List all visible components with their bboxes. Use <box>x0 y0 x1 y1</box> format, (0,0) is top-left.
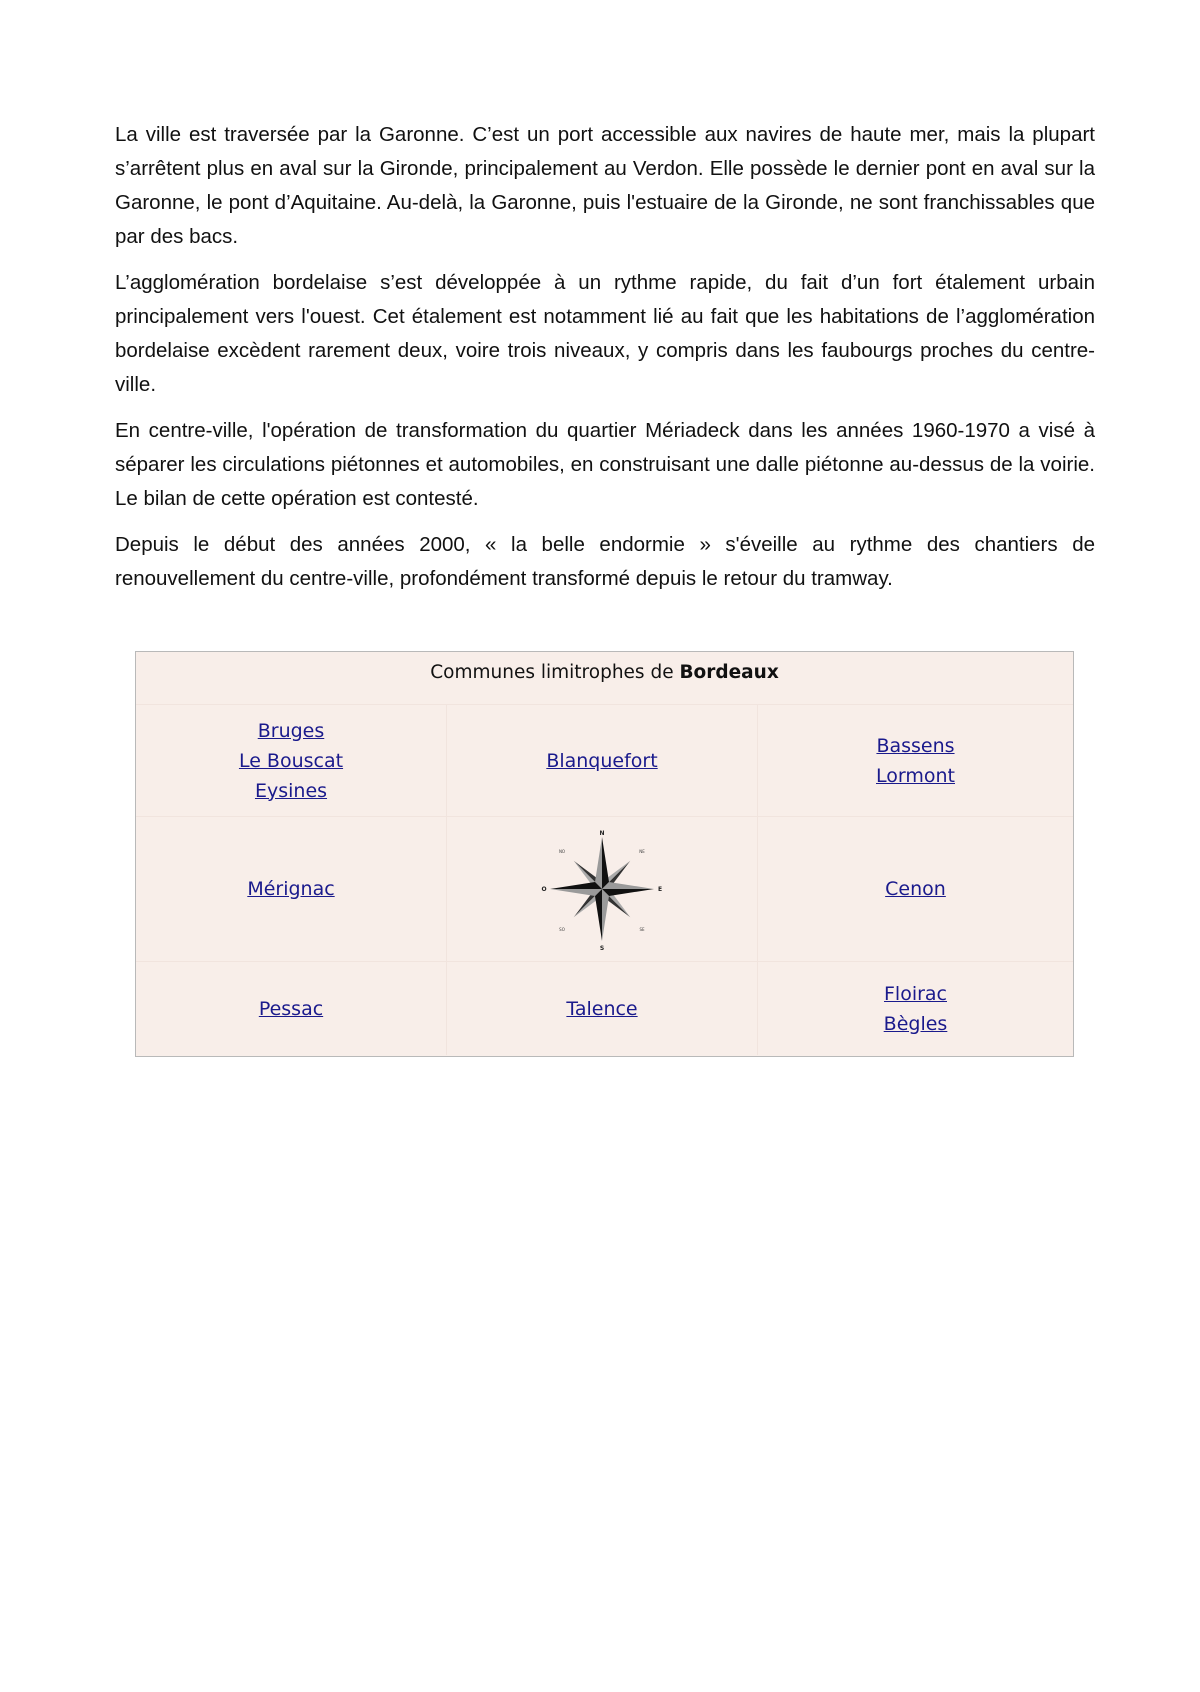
cell-southeast <box>757 961 1073 1055</box>
caption-city: Bordeaux <box>679 662 779 683</box>
commune-link[interactable]: Bègles <box>883 1012 948 1035</box>
compass-label-w: O <box>541 886 547 893</box>
paragraph: L’agglomération bordelaise s’est développée à un rythme rapide, du fait d’un fort étalement urbain principalement vers l'ouest. Cet étalement est notamment lié au fait que les habitations de l’agglomération bordelaise excèdent rarement deux, voire trois niveaux, y compris dans les faubourgs proches du centre-ville. <box>115 271 1095 396</box>
compass-label-sw: SO <box>559 927 565 932</box>
commune-link[interactable]: Blanquefort <box>546 749 658 772</box>
commune-link[interactable]: Le Bouscat <box>238 749 344 772</box>
commune-link[interactable]: Pessac <box>258 997 324 1020</box>
neighboring-communes-table <box>135 651 1074 1057</box>
commune-link[interactable]: Cenon <box>885 878 946 900</box>
caption-prefix: Communes limitrophes de <box>430 662 680 683</box>
table-caption <box>136 652 1073 704</box>
compass-rose-icon <box>537 824 667 954</box>
compass-label-se: SE <box>639 927 645 932</box>
commune-link[interactable]: Mérignac <box>247 878 335 900</box>
compass-label-nw: NO <box>558 849 566 854</box>
commune-link[interactable]: Bruges <box>257 719 325 742</box>
cell-northeast <box>757 704 1073 816</box>
article-body <box>115 118 1095 608</box>
compass-label-n: N <box>599 830 605 837</box>
commune-link[interactable]: Talence <box>566 997 638 1020</box>
commune-link[interactable]: Lormont <box>876 764 955 787</box>
compass-label-s: S <box>599 945 605 952</box>
cell-north <box>446 704 757 816</box>
compass-label-ne: NE <box>639 849 645 854</box>
cell-center <box>446 816 757 961</box>
commune-link[interactable]: Bassens <box>876 734 955 757</box>
cell-east <box>757 816 1073 961</box>
paragraph: Depuis le début des années 2000, « la belle endormie » s'éveille au rythme des chantiers de renouvellement du centre-ville, profondément transformé depuis le retour du tramway. <box>115 533 1095 590</box>
compass-grid <box>136 704 1073 1055</box>
compass-label-e: E <box>657 886 663 893</box>
paragraph: La ville est traversée par la Garonne. C’est un port accessible aux navires de haute mer, mais la plupart s’arrêtent plus en aval sur la Gironde, principalement au Verdon. Elle possède le dernier pont en aval sur la Garonne, le pont d’Aquitaine. Au-delà, la Garonne, puis l'estuaire de la Gironde, ne sont franchissables que par des bacs. <box>115 123 1095 248</box>
cell-northwest <box>136 704 446 816</box>
cell-south <box>446 961 757 1055</box>
commune-link[interactable]: Floirac <box>883 982 947 1005</box>
cell-west <box>136 816 446 961</box>
paragraph: En centre-ville, l'opération de transformation du quartier Mériadeck dans les années 1960-1970 a visé à séparer les circulations piétonnes et automobiles, en construisant une dalle piétonne au-dessus de la voirie. Le bilan de cette opération est contesté. <box>115 419 1095 510</box>
commune-link[interactable]: Eysines <box>254 779 328 802</box>
cell-southwest <box>136 961 446 1055</box>
